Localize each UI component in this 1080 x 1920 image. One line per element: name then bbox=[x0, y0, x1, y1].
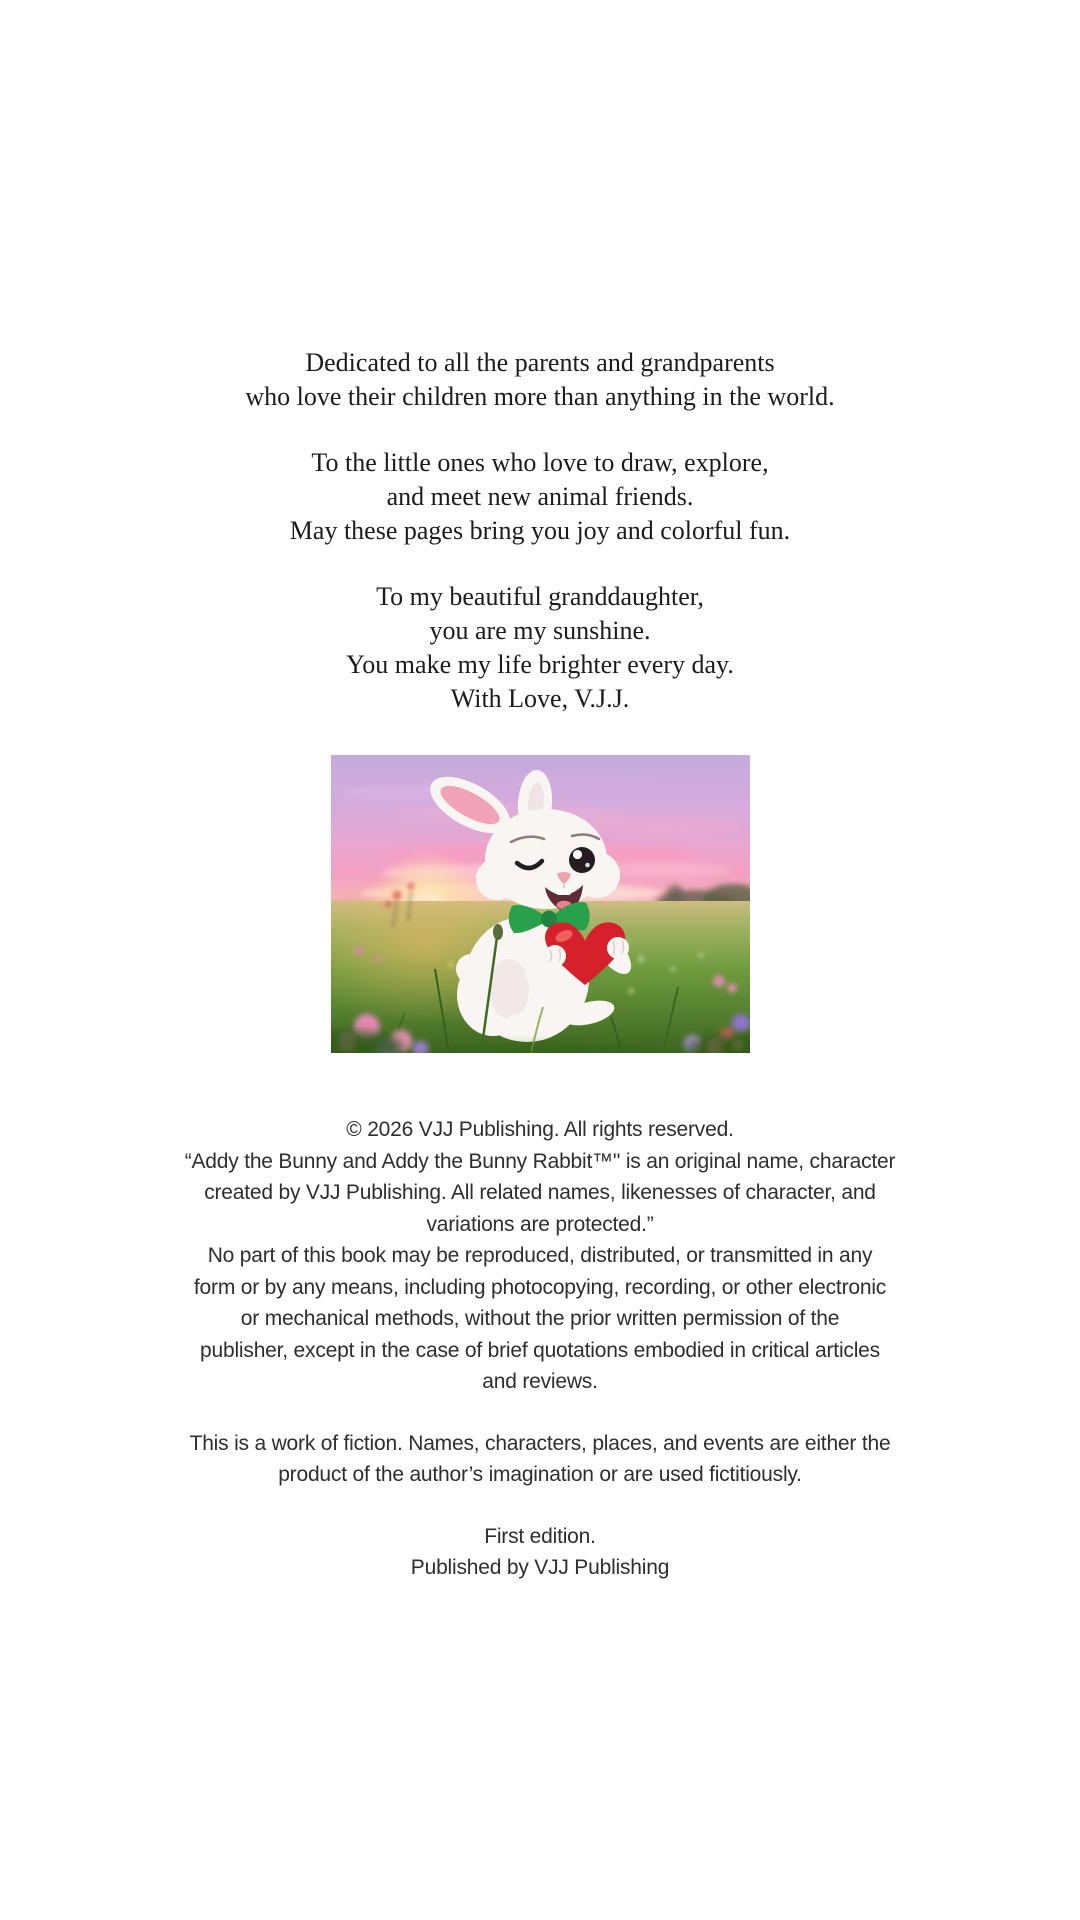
text-line: variations are protected.” bbox=[426, 1212, 654, 1236]
text-line: Dedicated to all the parents and grandparents bbox=[305, 348, 775, 377]
dedication-stanza-parents bbox=[0, 346, 1080, 414]
copyright-section bbox=[0, 1114, 1080, 1584]
copyright-block bbox=[0, 1114, 1080, 1398]
text-line: To my beautiful granddaughter, bbox=[376, 582, 704, 611]
dedication-section bbox=[0, 346, 1080, 716]
tooth-right bbox=[564, 890, 571, 896]
text-line: May these pages bring you joy and colorful fun. bbox=[289, 516, 791, 545]
dedication-stanza-granddaughter bbox=[0, 580, 1080, 716]
text-line: or mechanical methods, without the prior written permission of the bbox=[240, 1307, 840, 1330]
text-line: © 2026 VJJ Publishing. All rights reserved. bbox=[346, 1118, 734, 1141]
text-line: publisher, except in the case of brief quotations embodied in critical articles bbox=[200, 1338, 880, 1362]
text-line: who love their children more than anything in the world. bbox=[245, 382, 835, 411]
text-line: product of the author’s imagination or are used fictitiously. bbox=[278, 1463, 802, 1486]
text-line: You make my life brighter every day. bbox=[346, 650, 734, 679]
text-line: created by VJJ Publishing. All related names, likenesses of character, and bbox=[204, 1181, 876, 1204]
text-line: form or by any means, including photocopying, recording, or other electronic bbox=[193, 1275, 887, 1299]
text-line: With Love, V.J.J. bbox=[450, 684, 630, 713]
text-line: you are my sunshine. bbox=[429, 616, 651, 645]
text-line: To the little ones who love to draw, explore, bbox=[311, 448, 769, 477]
text-line: and meet new animal friends. bbox=[386, 482, 694, 511]
text-line: No part of this book may be reproduced, distributed, or transmitted in any bbox=[207, 1244, 873, 1267]
dedication-stanza-little-ones bbox=[0, 446, 1080, 548]
edition-block bbox=[0, 1521, 1080, 1584]
haunch-shading bbox=[489, 959, 529, 1019]
bunny-illustration-svg bbox=[331, 755, 750, 1053]
bunny-heart-illustration bbox=[331, 755, 750, 1053]
text-line: Published by VJJ Publishing bbox=[410, 1556, 670, 1579]
text-line: First edition. bbox=[484, 1524, 596, 1548]
text-line: “Addy the Bunny and Addy the Bunny Rabbit™" is an original name, character bbox=[184, 1149, 896, 1173]
open-eye bbox=[569, 847, 595, 873]
tooth-left bbox=[557, 890, 564, 896]
text-line: This is a work of fiction. Names, characters, places, and events are either the bbox=[189, 1431, 891, 1455]
text-line: and reviews. bbox=[482, 1370, 598, 1393]
fiction-disclaimer-block bbox=[0, 1428, 1080, 1491]
